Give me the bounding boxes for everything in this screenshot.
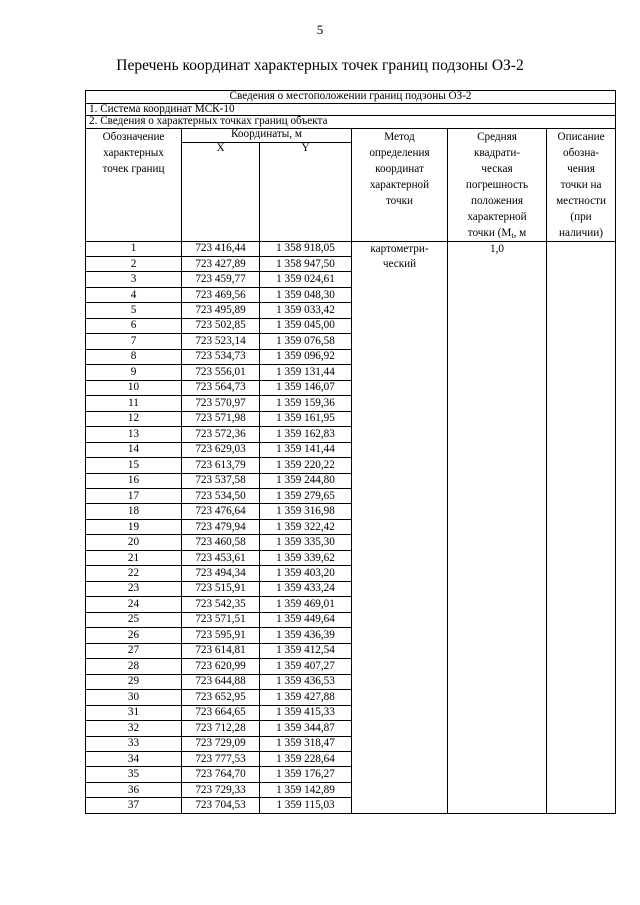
x-coordinate: 723 537,58 [182,473,260,488]
x-coordinate: 723 476,64 [182,504,260,519]
method-value: картометри- ческий [352,241,448,813]
point-number: 22 [86,566,182,581]
point-number: 37 [86,798,182,813]
y-coordinate: 1 359 228,64 [260,751,352,766]
point-number: 29 [86,674,182,689]
y-coordinate: 1 359 469,01 [260,597,352,612]
point-number: 10 [86,380,182,395]
y-coordinate: 1 359 436,39 [260,628,352,643]
header-method: Метод определения координат характерной точки [352,128,448,241]
y-coordinate: 1 359 142,89 [260,782,352,797]
x-coordinate: 723 534,50 [182,489,260,504]
point-number: 9 [86,365,182,380]
x-coordinate: 723 712,28 [182,721,260,736]
y-coordinate: 1 359 146,07 [260,380,352,395]
point-number: 24 [86,597,182,612]
point-number: 8 [86,349,182,364]
x-coordinate: 723 502,85 [182,318,260,333]
y-coordinate: 1 359 161,95 [260,411,352,426]
table-row [86,241,616,256]
x-coordinate: 723 427,89 [182,256,260,271]
x-coordinate: 723 534,73 [182,349,260,364]
point-number: 26 [86,628,182,643]
point-number: 28 [86,659,182,674]
point-number: 35 [86,767,182,782]
x-coordinate: 723 704,53 [182,798,260,813]
x-coordinate: 723 523,14 [182,334,260,349]
x-coordinate: 723 416,44 [182,241,260,256]
y-coordinate: 1 359 436,53 [260,674,352,689]
point-number: 12 [86,411,182,426]
y-coordinate: 1 359 176,27 [260,767,352,782]
point-number: 5 [86,303,182,318]
y-coordinate: 1 359 159,36 [260,396,352,411]
y-coordinate: 1 359 048,30 [260,287,352,302]
y-coordinate: 1 359 131,44 [260,365,352,380]
table-caption: Сведения о местоположении границ подзоны ОЗ-2 [86,91,616,104]
y-coordinate: 1 359 407,27 [260,659,352,674]
y-coordinate: 1 359 449,64 [260,612,352,627]
y-coordinate: 1 359 412,54 [260,643,352,658]
x-coordinate: 723 620,99 [182,659,260,674]
point-number: 30 [86,690,182,705]
point-number: 11 [86,396,182,411]
x-coordinate: 723 564,73 [182,380,260,395]
y-coordinate: 1 358 947,50 [260,256,352,271]
point-number: 25 [86,612,182,627]
y-coordinate: 1 359 141,44 [260,442,352,457]
x-coordinate: 723 515,91 [182,581,260,596]
header-x: X [182,143,260,241]
x-coordinate: 723 595,91 [182,628,260,643]
point-number: 3 [86,272,182,287]
point-number: 34 [86,751,182,766]
header-coordinates: Координаты, м [182,128,352,143]
y-coordinate: 1 359 024,61 [260,272,352,287]
header-description: Описание обозна- чения точки на местности (при наличии) [547,128,616,241]
y-coordinate: 1 359 220,22 [260,458,352,473]
header-error: Средняя квадрати- ческая погрешность положения характерной точки ($M_t$, м [448,128,547,241]
x-coordinate: 723 729,09 [182,736,260,751]
coordinate-system-row: 1. Система координат МСК-10 [86,103,616,116]
point-number: 14 [86,442,182,457]
x-coordinate: 723 613,79 [182,458,260,473]
x-coordinate: 723 777,53 [182,751,260,766]
point-number: 21 [86,550,182,565]
point-number: 18 [86,504,182,519]
point-number: 31 [86,705,182,720]
x-coordinate: 723 614,81 [182,643,260,658]
y-coordinate: 1 359 316,98 [260,504,352,519]
x-coordinate: 723 644,88 [182,674,260,689]
point-number: 16 [86,473,182,488]
coordinates-table [85,90,616,814]
y-coordinate: 1 359 045,00 [260,318,352,333]
y-coordinate: 1 359 433,24 [260,581,352,596]
document-title: Перечень координат характерных точек границ подзоны ОЗ-2 [116,57,524,74]
point-number: 20 [86,535,182,550]
x-coordinate: 723 764,70 [182,767,260,782]
y-coordinate: 1 359 076,58 [260,334,352,349]
y-coordinate: 1 359 335,30 [260,535,352,550]
y-coordinate: 1 358 918,05 [260,241,352,256]
x-coordinate: 723 571,98 [182,411,260,426]
description-value [547,241,616,813]
x-coordinate: 723 556,01 [182,365,260,380]
x-coordinate: 723 542,35 [182,597,260,612]
y-coordinate: 1 359 403,20 [260,566,352,581]
x-coordinate: 723 479,94 [182,519,260,534]
error-value: 1,0 [448,241,547,813]
y-coordinate: 1 359 162,83 [260,427,352,442]
x-coordinate: 723 460,58 [182,535,260,550]
x-coordinate: 723 494,34 [182,566,260,581]
y-coordinate: 1 359 415,33 [260,705,352,720]
x-coordinate: 723 469,56 [182,287,260,302]
point-number: 27 [86,643,182,658]
x-coordinate: 723 570,97 [182,396,260,411]
point-number: 13 [86,427,182,442]
x-coordinate: 723 572,36 [182,427,260,442]
x-coordinate: 723 664,65 [182,705,260,720]
y-coordinate: 1 359 344,87 [260,721,352,736]
point-number: 6 [86,318,182,333]
page-number: 5 [316,22,324,37]
y-coordinate: 1 359 115,03 [260,798,352,813]
x-coordinate: 723 652,95 [182,690,260,705]
y-coordinate: 1 359 033,42 [260,303,352,318]
point-number: 36 [86,782,182,797]
x-coordinate: 723 729,33 [182,782,260,797]
x-coordinate: 723 571,51 [182,612,260,627]
y-coordinate: 1 359 322,42 [260,519,352,534]
y-coordinate: 1 359 279,65 [260,489,352,504]
point-number: 2 [86,256,182,271]
point-number: 32 [86,721,182,736]
header-y: Y [260,143,352,241]
point-number: 4 [86,287,182,302]
y-coordinate: 1 359 096,92 [260,349,352,364]
x-coordinate: 723 459,77 [182,272,260,287]
point-number: 7 [86,334,182,349]
y-coordinate: 1 359 244,80 [260,473,352,488]
point-number: 1 [86,241,182,256]
point-number: 15 [86,458,182,473]
point-number: 33 [86,736,182,751]
y-coordinate: 1 359 318,47 [260,736,352,751]
header-designation: Обозначение характерных точек границ [86,128,182,241]
point-number: 17 [86,489,182,504]
point-number: 19 [86,519,182,534]
x-coordinate: 723 453,61 [182,550,260,565]
x-coordinate: 723 629,03 [182,442,260,457]
y-coordinate: 1 359 427,88 [260,690,352,705]
x-coordinate: 723 495,89 [182,303,260,318]
y-coordinate: 1 359 339,62 [260,550,352,565]
points-info-row: 2. Сведения о характерных точках границ объекта [86,116,616,129]
point-number: 23 [86,581,182,596]
